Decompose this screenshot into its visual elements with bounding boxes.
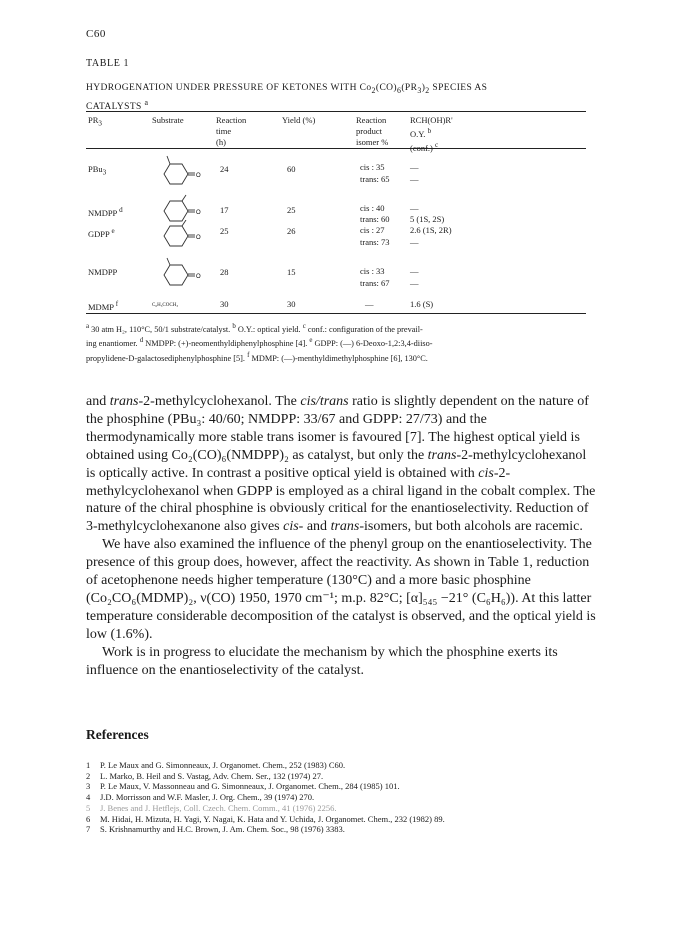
table-footnotes: $^a$ 30 atm H₂, 110°C, 50/1 substrate/catalyst. $^b$ O.Y.: optical yield. $^c$ conf.: configuration of the prevail- ing enantiomer. $^d$ NMDPP: (+)-neomenthyldiphenylphosphine [4]. $^e$ GDPP: (—) 6-Deoxo-1,2:3,4-diiso- propylidene-D-galactosediphenylphosphine [5]. $^f$ MDMP: (—)-menthyldimethylphosphine [6], 130°C. [86, 323, 433, 363]
references-list [86, 760, 606, 835]
row-yield: 60 [287, 164, 296, 174]
header-pr3: $PR_3$ [88, 115, 102, 128]
row-time: 28 [220, 267, 229, 277]
svg-text:O: O [196, 173, 201, 179]
row-yield: 26 [287, 226, 296, 236]
table-label: TABLE 1 [86, 58, 130, 69]
table-top-rule [86, 111, 586, 112]
table-bottom-rule [86, 313, 586, 314]
table-header-rule [86, 148, 586, 149]
row-isomer-cis: cis : 33 [360, 266, 385, 276]
row-yield: 15 [287, 267, 296, 277]
row-oy-2: — [410, 278, 419, 288]
reference-item: 6 M. Hidai, H. Mizuta, H. Yagi, Y. Nagai, K. Hata and Y. Uchida, J. Organomet. Chem., 232 (1982) 89. [86, 813, 445, 824]
header-substrate: Substrate [152, 115, 184, 125]
header-reaction-time: Reaction time (h) [216, 115, 247, 147]
row-time: 25 [220, 226, 229, 236]
row-isomer-trans: trans: 65 [360, 174, 390, 184]
cyclohexanone-3-methyl-structure [150, 257, 206, 291]
row-time: 24 [220, 164, 229, 174]
row-oy-1: 1.6 (S) [410, 299, 434, 309]
row-oy-1: — [410, 266, 419, 276]
row-time: 30 [220, 299, 229, 309]
row-oy-2: — [410, 174, 419, 184]
row-yield: 25 [287, 205, 296, 215]
row-oy-1: — [410, 203, 419, 213]
paragraph: and trans-2-methylcyclohexanol. The cis/trans ratio is slightly dependent on the nature of the phosphine (PBu₃: 40/60; NMDPP: 33/67 and GDPP: 27/73) and the thermodynamically more stable trans isomer is favoured [7]. The highest optical yield is obtained using Co₂(CO)₆(NMDPP)₂ as catalyst, but only the trans-2-methylcyclohexanol is optically active. In contrast a positive optical yield is obtained with cis-2-methylcyclohexanol when GDPP is employed as a chiral ligand in the cobalt complex. The nature of the chiral phosphine is obviously critical for the enantioselectivity. Reduction of 3-methylcyclohexanone also gives cis- and trans-isomers, but both alcohols are racemic. [86, 394, 596, 535]
reference-item: 5 J. Benes and J. Hetflejs, Coll. Czech. Chem. Comm., 41 (1976) 2256. [86, 802, 337, 813]
row-pr3: NMDPP $^d$ [88, 206, 123, 218]
svg-text:O: O [196, 235, 201, 241]
row-isomer-cis: cis : 40 [360, 203, 385, 213]
cyclohexanone-2-methyl-structure [150, 220, 206, 252]
svg-text:O: O [196, 274, 201, 280]
row-oy-1: 2.6 (1S, 2R) [410, 225, 452, 235]
row-substrate-formula: C₆H₅COCH₃ [152, 303, 179, 308]
reference-item: 3 P. Le Maux, V. Massonneau and G. Simonneaux, J. Organomet. Chem., 284 (1985) 101. [86, 781, 400, 792]
body-text [86, 393, 596, 680]
row-pr3: MDMP $^f$ [88, 300, 119, 312]
row-isomer-trans: trans: 73 [360, 237, 390, 247]
header-yield: Yield (%) [282, 115, 316, 125]
reference-item: 4 J.D. Morrisson and W.F. Masler, J. Org. Chem., 39 (1974) 270. [86, 792, 315, 803]
table-caption: HYDROGENATION UNDER PRESSURE OF KETONES WITH $Co_2(CO)_6(PR_3)_2$ SPECIES AS CATALYSTS $^a$ [86, 83, 488, 113]
cyclohexanone-4-methyl-structure [150, 152, 206, 192]
row-isomer: — [365, 299, 374, 309]
svg-text:O: O [196, 210, 201, 216]
page-number: C60 [86, 28, 106, 40]
reference-item: 1 P. Le Maux and G. Simonneaux, J. Organomet. Chem., 252 (1983) C60. [86, 760, 346, 770]
row-pr3: PBu$_3$ [88, 164, 107, 177]
row-oy-2: — [410, 237, 419, 247]
row-pr3: NMDPP [88, 267, 118, 277]
row-isomer-trans: trans: 60 [360, 214, 390, 224]
row-isomer-cis: cis : 35 [360, 162, 385, 172]
row-isomer-trans: trans: 67 [360, 278, 390, 288]
row-oy-1: — [410, 162, 419, 172]
row-pr3: GDPP $^e$ [88, 227, 115, 239]
row-isomer-cis: cis : 27 [360, 225, 385, 235]
reference-item: 2 L. Marko, B. Heil and S. Vastag, Adv. Chem. Ser., 132 (1974) 27. [86, 770, 324, 781]
paragraph: Work is in progress to elucidate the mechanism by which the phosphine exerts its influence on the enantioselectivity of the catalyst. [86, 644, 558, 678]
row-oy-2: 5 (1S, 2S) [410, 214, 445, 224]
references-heading: References [86, 727, 149, 742]
row-yield: 30 [287, 299, 296, 309]
row-time: 17 [220, 205, 229, 215]
header-reaction-product: Reaction product isomer % [356, 115, 389, 147]
header-optical-yield: RCH(OH)R' O.Y. $^b$ (conf.) $^c$ [410, 115, 453, 153]
reference-item: 7 S. Krishnamurthy and H.C. Brown, J. Am. Chem. Soc., 98 (1976) 3383. [86, 824, 345, 835]
paragraph: We have also examined the influence of the phenyl group on the enantioselectivity. The presence of this group does, however, affect the reactivity. As shown in Table 1, reduction of acetophenone needs higher temperature (130°C) and a more basic phosphine (Co₂CO₆(MDMP)₂, ν(CO) 1950, 1970 cm⁻¹; m.p. 82°C; [α]₅₄₅ −21° (C₆H₆)). At this latter temperature considerable decomposition of the catalyst is observed, and the optical yield is low (1.6%). [86, 537, 596, 642]
